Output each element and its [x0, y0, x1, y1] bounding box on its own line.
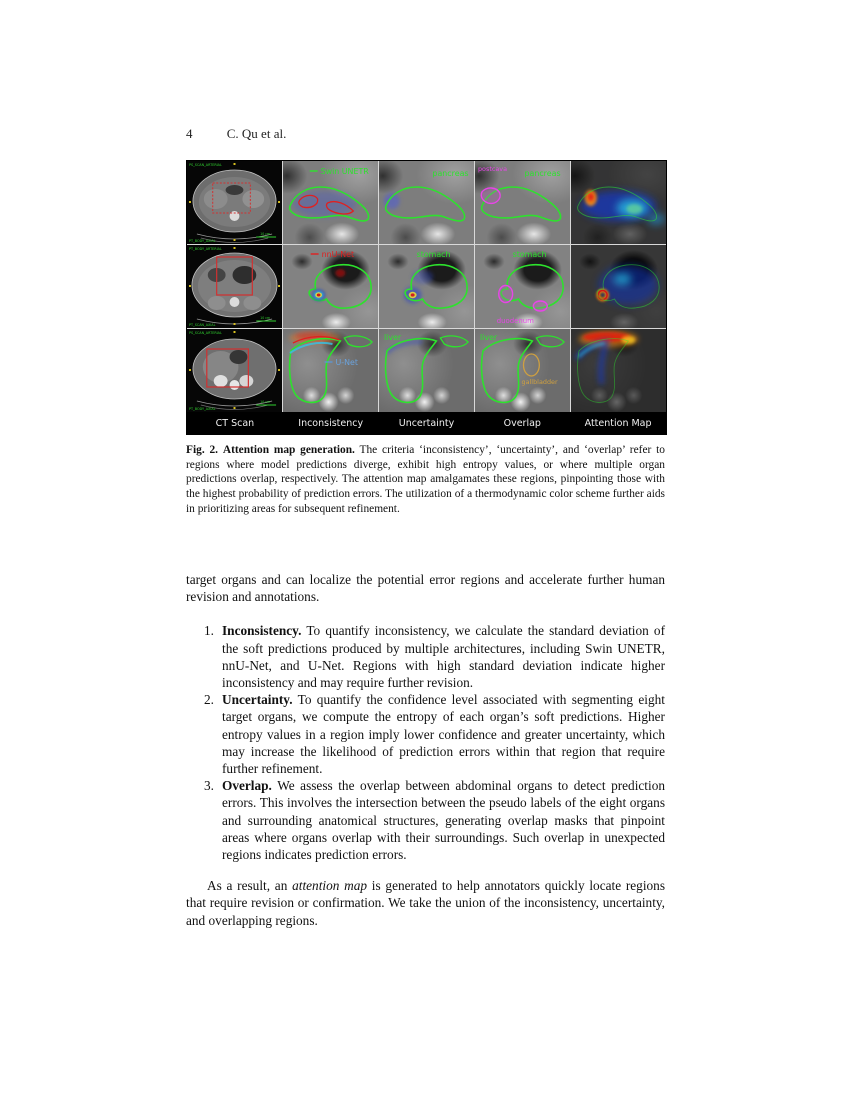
- orientation-marker: [234, 331, 236, 333]
- organ-label: pancreas: [432, 168, 469, 179]
- inconsistency-overlay: [283, 161, 378, 244]
- dicom-overlay-text: PT_BODY_AXIAL: [188, 406, 216, 412]
- organ-contour: [536, 336, 564, 347]
- attention-heatmap: [571, 245, 666, 328]
- organ-contour: [501, 265, 563, 308]
- scale-label: 10 cm: [260, 315, 271, 321]
- list-item-text: To quantify the confidence level associated with segmenting eight target organs, we compute the entropy of each organ’s soft predictions. Higher entropy values in a region imply lower confidence and greater uncertainty, which may increase the likelihood of prediction errors within that region that require further refinement.: [222, 692, 665, 777]
- legend-label: U-Net: [335, 357, 358, 368]
- column-label-attention-map: Attention Map: [584, 417, 652, 429]
- fig-cell-row1-inconsistency: [283, 161, 378, 244]
- orientation-marker: [234, 407, 236, 409]
- orientation-marker: [189, 285, 191, 287]
- fig-cell-row2-attention-map: [571, 245, 666, 328]
- inconsistency-overlay: [283, 329, 378, 412]
- paragraph-segment: is generated to help annotators quickly locate regions that require revision or confirmation. We take the union of the inconsistency, uncertainty, and overlapping regions.: [186, 878, 665, 928]
- uncertainty-overlay: [379, 329, 474, 412]
- column-label-inconsistency: Inconsistency: [298, 417, 364, 429]
- running-head-title: C. Qu et al.: [226, 126, 287, 141]
- orientation-marker: [278, 285, 280, 287]
- caption-text: The criteria ‘inconsistency’, ‘uncertainty’, and ‘overlap’ refer to regions where model predictions diverge, exhibit high entropy values, or where multiple organ predictions overlap, respectively. The attention map amalgamates these regions, pinpointing those with the highest probability of prediction errors. The utilization of a thermodynamic color scheme further aids in prioritizing areas for subsequent refinement.: [186, 444, 665, 515]
- organ-label: liver: [479, 332, 498, 343]
- overlap-contour: [481, 188, 500, 203]
- list-item-inconsistency: [186, 622, 665, 691]
- scale-label: 10 cm: [260, 231, 271, 237]
- fig-cell-row1-ct-scan: [187, 161, 282, 244]
- ct-scan-thumbnail: [187, 161, 282, 244]
- overlap-overlay: [475, 329, 570, 412]
- list-item-title: Overlap.: [222, 778, 272, 794]
- fig-cell-row3-ct-scan: [187, 329, 282, 412]
- list-number: 1.: [204, 623, 214, 639]
- body-text: [186, 571, 665, 929]
- orientation-marker: [234, 323, 236, 325]
- list-number: 2.: [204, 692, 214, 708]
- column-label-uncertainty: Uncertainty: [398, 417, 455, 429]
- fig-cell-row1-uncertainty: [379, 161, 474, 244]
- organ-label: stomach: [416, 249, 451, 260]
- figure-caption: [186, 443, 665, 517]
- uncertainty-band: [290, 343, 333, 353]
- overlap-contour: [533, 301, 547, 311]
- list-item-uncertainty: [186, 691, 665, 777]
- figure-column-labels: [187, 412, 666, 434]
- orientation-marker: [234, 163, 236, 165]
- list-number: 3.: [204, 778, 214, 794]
- overlap-structure-label: gallbladder: [521, 377, 558, 387]
- overlap-overlay: [475, 245, 570, 328]
- organ-label: pancreas: [524, 168, 561, 179]
- overlap-structure-label: postcava: [477, 164, 508, 174]
- dicom-overlay-text: PT_BODY_AXIAL: [188, 238, 216, 244]
- fig-cell-row3-overlap: [475, 329, 570, 412]
- list-item-overlap: [186, 777, 665, 863]
- legend-label: nnU-Net: [321, 249, 355, 260]
- inconsistency-overlay: [283, 245, 378, 328]
- overlap-contour: [499, 286, 513, 303]
- attention-heatmap: [571, 161, 666, 244]
- orientation-marker: [278, 201, 280, 203]
- organ-label: liver: [383, 332, 402, 343]
- fig-cell-row1-attention-map: [571, 161, 666, 244]
- list-item-title: Inconsistency.: [222, 623, 302, 639]
- fig-cell-row2-ct-scan: [187, 245, 282, 328]
- fig-cell-row3-attention-map: [571, 329, 666, 412]
- list-item-text: We assess the overlap between abdominal organs to detect prediction errors. This involves the intersection between the pseudo labels of the eight organs and surrounding anatomical structures, generating overlap masks that pinpoint areas where organs overlap with their surroundings. Such overlap in unexpected regions indicates prediction errors.: [222, 778, 665, 863]
- column-label-ct-scan: CT Scan: [215, 417, 255, 429]
- dicom-overlay-text: PS_SCAN_ARTERIAL: [188, 330, 222, 336]
- overlap-contour: [523, 354, 539, 376]
- ct-scan-thumbnail: [187, 245, 282, 328]
- paragraph: [186, 877, 665, 929]
- caption-title: Attention map generation.: [222, 444, 355, 456]
- column-label-overlap: Overlap: [503, 417, 541, 429]
- orientation-marker: [234, 239, 236, 241]
- fig-cell-row1-overlap: [475, 161, 570, 244]
- fig-cell-row2-overlap: [475, 245, 570, 328]
- fig-cell-row2-uncertainty: [379, 245, 474, 328]
- caption-tag: Fig. 2.: [186, 444, 219, 456]
- organ-contour: [440, 336, 468, 347]
- organ-contour: [344, 336, 372, 347]
- orientation-marker: [189, 369, 191, 371]
- paragraph-italic-term: attention map: [292, 878, 368, 894]
- ct-scan-thumbnail: [187, 329, 282, 412]
- uncertainty-overlay: [379, 161, 474, 244]
- page-number: 4: [186, 126, 193, 141]
- uncertainty-overlay: [379, 245, 474, 328]
- dicom-overlay-text: PS_SCAN_ARTERIAL: [188, 162, 222, 168]
- orientation-marker: [278, 369, 280, 371]
- legend-label: Swin UNETR: [320, 166, 369, 177]
- figure-grid: [187, 161, 666, 412]
- fig-cell-row2-inconsistency: [283, 245, 378, 328]
- dicom-overlay-text: PT_SCAN_AXIAL: [188, 322, 216, 328]
- paragraph: target organs and can localize the potential error regions and accelerate further human revision and annotations.: [186, 572, 665, 605]
- list-item-title: Uncertainty.: [222, 692, 293, 708]
- paragraph-segment: As a result, an: [207, 878, 293, 894]
- orientation-marker: [189, 201, 191, 203]
- figure-2: [186, 160, 667, 435]
- overlap-overlay: [475, 161, 570, 244]
- orientation-marker: [234, 247, 236, 249]
- organ-label: stomach: [512, 249, 547, 260]
- scale-label: 10 cm: [260, 399, 271, 405]
- attention-heatmap: [571, 329, 666, 412]
- dicom-overlay-text: PT_BODY_ARTERIAL: [188, 246, 222, 252]
- list-item-text: To quantify inconsistency, we calculate the standard deviation of the soft predictions produced by multiple architectures, including Swin UNETR, nnU-Net, and U-Net. Regions with high standard deviation indicate higher inconsistency and may require further revision.: [222, 623, 665, 691]
- fig-cell-row3-inconsistency: [283, 329, 378, 412]
- overlap-structure-label: duodenum: [496, 316, 534, 326]
- running-head: [186, 126, 665, 142]
- criteria-list: [186, 622, 665, 863]
- fig-cell-row3-uncertainty: [379, 329, 474, 412]
